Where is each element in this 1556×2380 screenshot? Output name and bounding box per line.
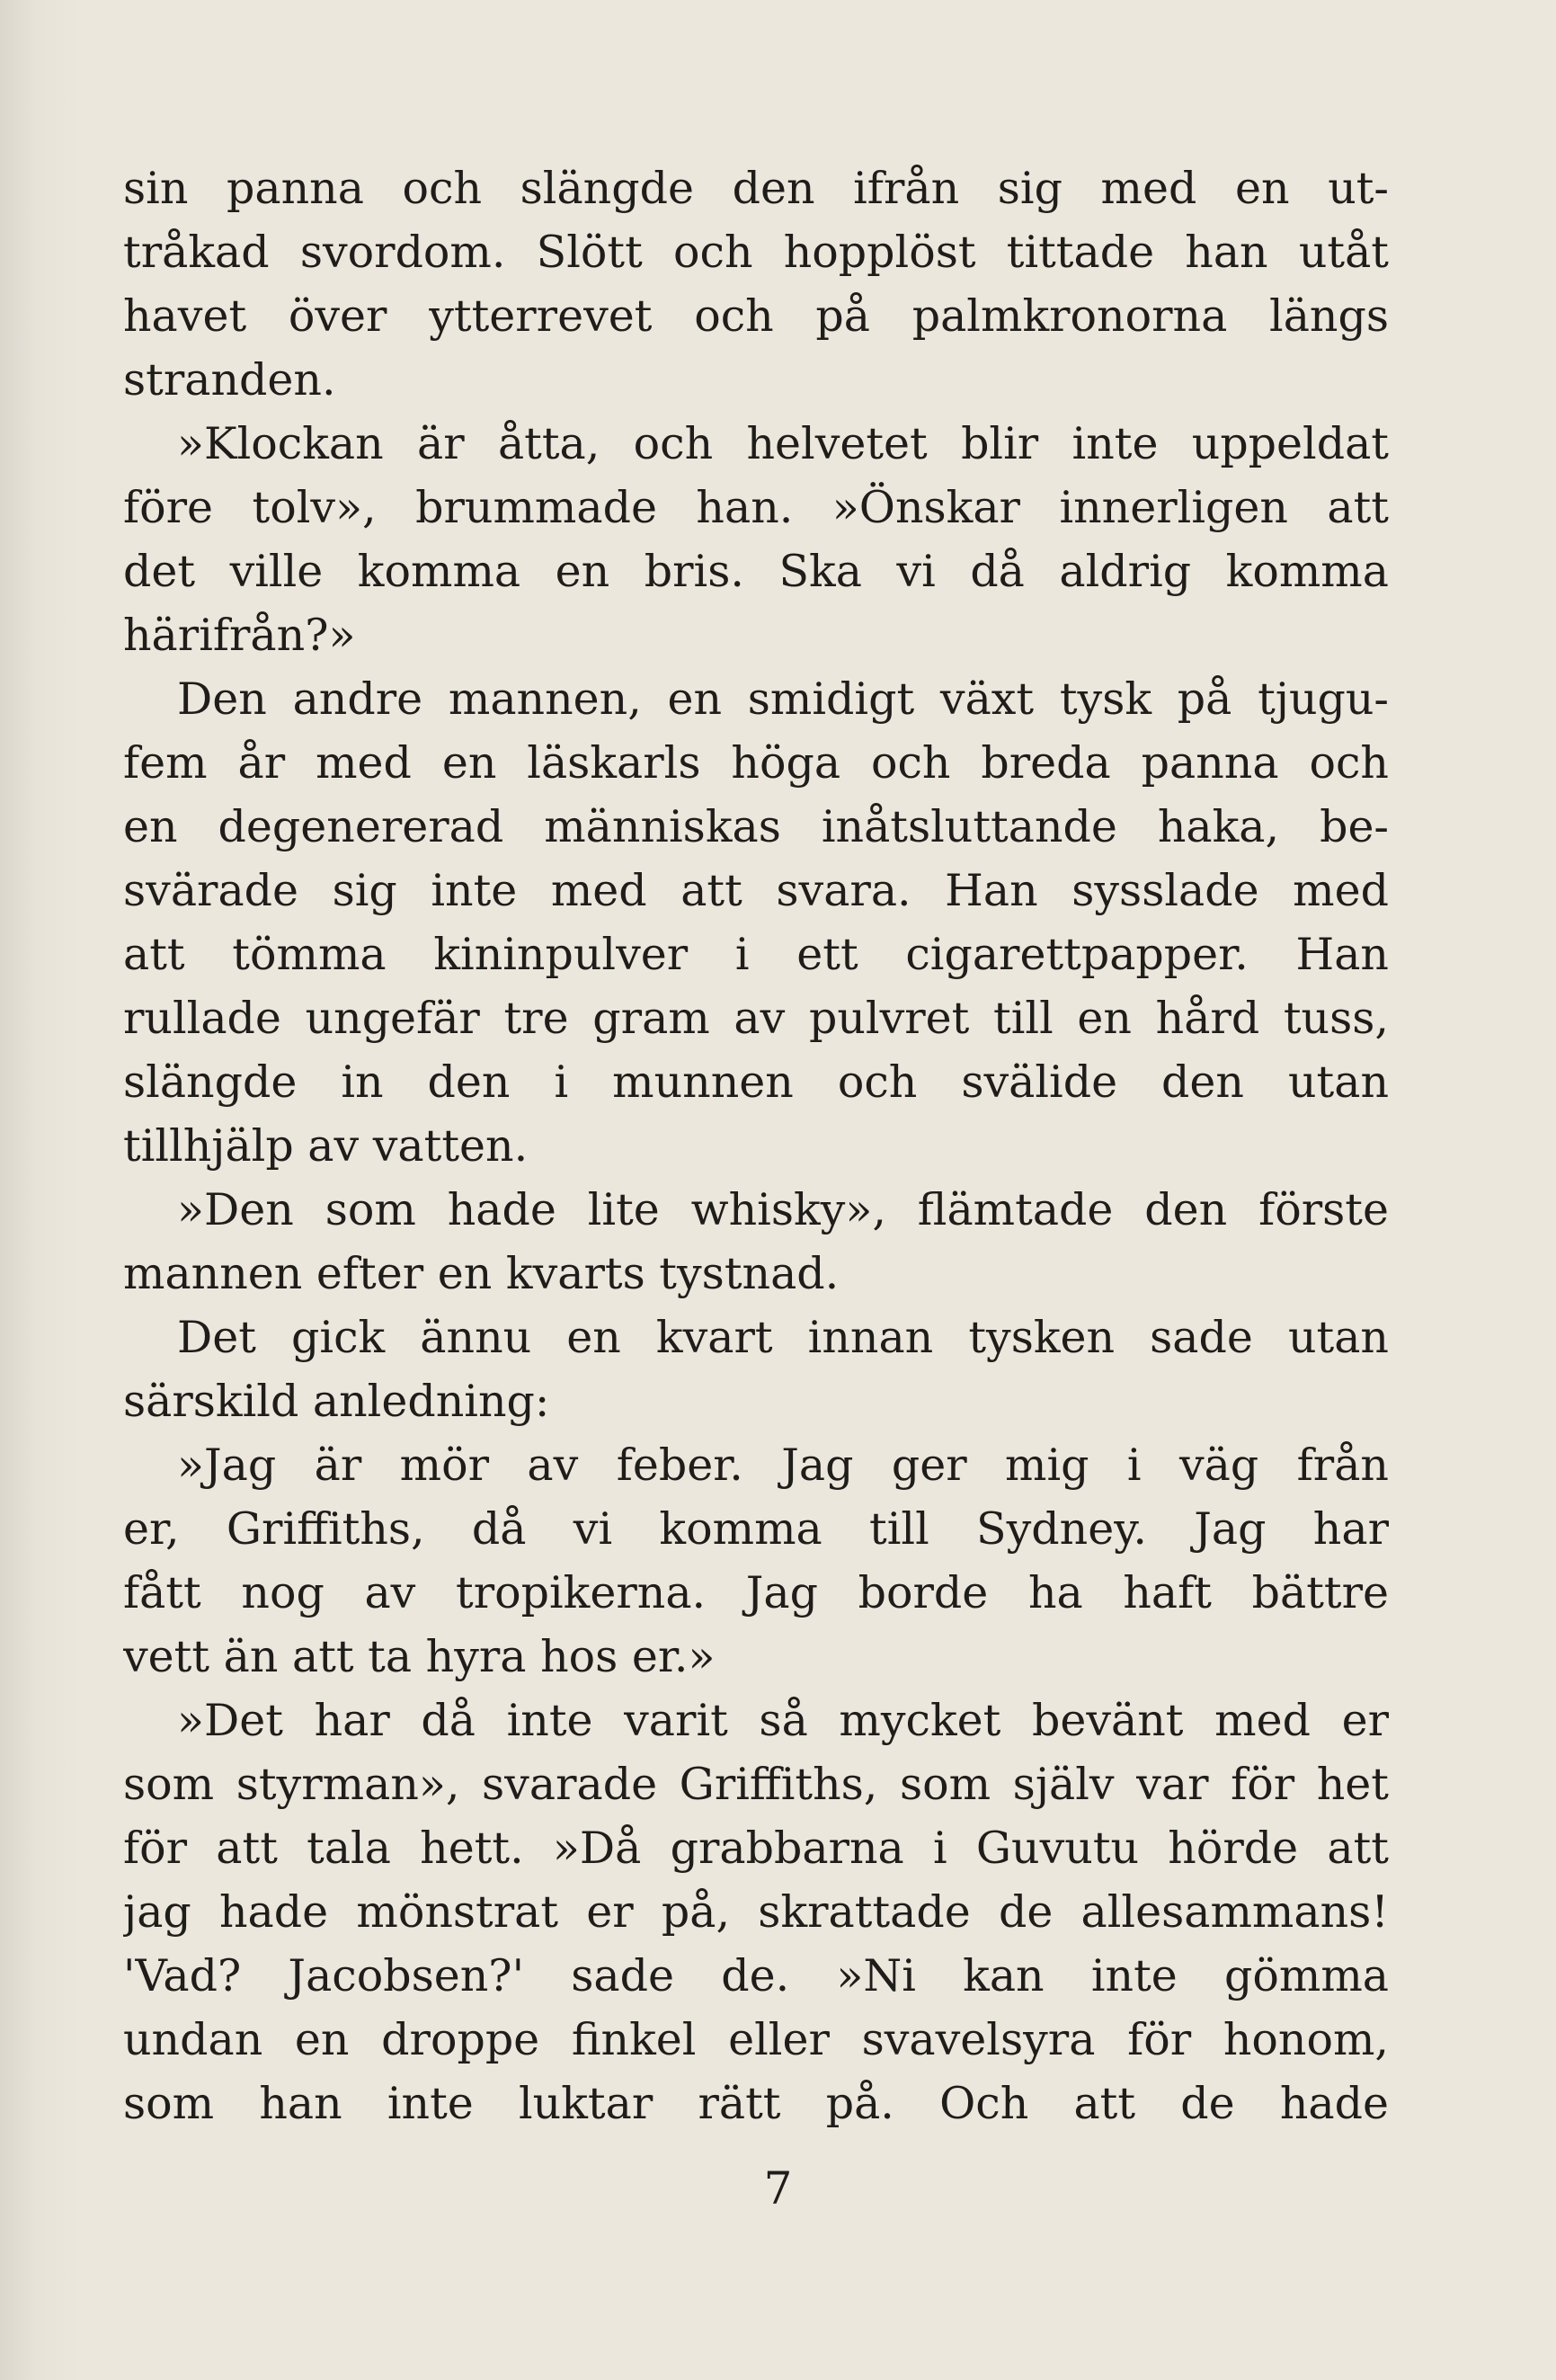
text-line: fått nog av tropikerna. Jag borde ha haft bättre xyxy=(123,1567,1389,1618)
text-line: som styrman», svarade Griffiths, som själv var för het xyxy=(123,1759,1389,1810)
text-line: fem år med en läskarls höga och breda panna och xyxy=(123,737,1389,789)
text-line: vett än att ta hyra hos er.» xyxy=(123,1631,716,1682)
text-line: undan en droppe finkel eller svavelsyra för honom, xyxy=(123,2014,1389,2065)
text-line: att tömma kininpulver i ett cigarettpapper. Han xyxy=(123,929,1389,980)
text-line: härifrån?» xyxy=(123,610,356,661)
text-line: stranden. xyxy=(123,354,336,406)
text-line: mannen efter en kvarts tystnad. xyxy=(123,1248,840,1299)
text-line: rullade ungefär tre gram av pulvret till en hård tuss, xyxy=(123,993,1389,1044)
text-line: svärade sig inte med att svara. Han sysslade med xyxy=(123,865,1389,916)
text-line: havet över ytterrevet och på palmkronorna längs xyxy=(123,290,1389,342)
text-line: 'Vad? Jacobsen?' sade de. »Ni kan inte gömma xyxy=(123,1950,1389,2001)
text-line: slängde in den i munnen och svälide den utan xyxy=(123,1056,1389,1108)
page-number: 7 xyxy=(763,2162,793,2215)
text-line: »Jag är mör av feber. Jag ger mig i väg från xyxy=(177,1440,1389,1491)
text-line: före tolv», brummade han. »Önskar innerligen att xyxy=(123,482,1389,533)
text-line: en degenererad människas inåtsluttande haka, be- xyxy=(123,801,1389,852)
text-line: »Den som hade lite whisky», flämtade den förste xyxy=(177,1184,1389,1235)
text-line: som han inte luktar rätt på. Och att de hade xyxy=(123,2078,1389,2129)
text-line: er, Griffiths, då vi komma till Sydney. Jag har xyxy=(123,1503,1389,1555)
text-line: sin panna och slängde den ifrån sig med en ut- xyxy=(123,163,1389,214)
text-line: »Det har då inte varit så mycket bevänt med er xyxy=(177,1695,1389,1746)
text-line: jag hade mönstrat er på, skrattade de allesammans! xyxy=(123,1886,1389,1938)
text-line: tillhjälp av vatten. xyxy=(123,1120,529,1172)
text-line: det ville komma en bris. Ska vi då aldrig komma xyxy=(123,546,1389,597)
text-line: tråkad svordom. Slött och hopplöst tittade han utåt xyxy=(123,227,1389,278)
text-line: Den andre mannen, en smidigt växt tysk på tjugu- xyxy=(177,673,1389,725)
body-text xyxy=(123,156,1389,2135)
text-line: särskild anledning: xyxy=(123,1376,550,1427)
text-line: för att tala hett. »Då grabbarna i Guvutu hörde att xyxy=(123,1823,1389,1874)
text-line: »Klockan är åtta, och helvetet blir inte uppeldat xyxy=(177,418,1389,469)
text-line: Det gick ännu en kvart innan tysken sade utan xyxy=(177,1312,1389,1363)
